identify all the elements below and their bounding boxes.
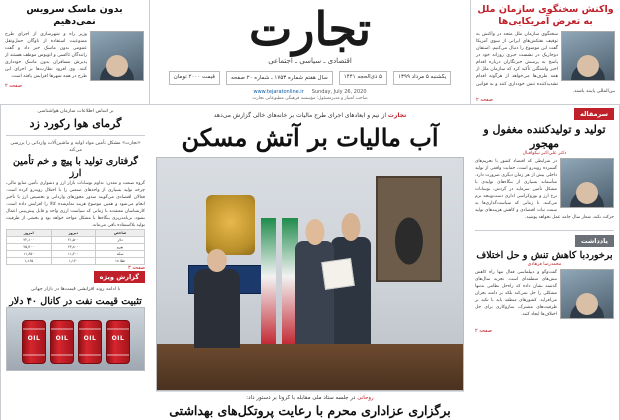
left-column — [0, 105, 150, 420]
rates-cell: ۱٫۱۲۰ — [51, 258, 96, 265]
top-left-body: سخنگوی سازمان ملل متحد در واکنش به توقیف نفتکش‌های ایرانی از سوی آمریکا گفت این موضوع را دنبال می‌کنیم. استفان دوجاریک در نشست خبری روزانه خود در پاسخ به پرسش خبرنگاران درباره اقدام اخیر واشنگتن تأکید کرد که سازمان ملل از همه طرف‌ها می‌خواهد از هرگونه اقدام تشدیدکننده تنش خودداری کنند و به قوانین بین‌المللی پایبند باشند. — [476, 31, 615, 94]
rates-cell: طلا ۱۸ — [96, 258, 145, 265]
portrait-frame-icon — [376, 176, 441, 282]
person-standing-right — [331, 237, 371, 344]
barrel-label: OIL — [55, 335, 69, 343]
oil-kicker: با ادامه روند افزایشی قیمت‌ها در بازار جهانی — [30, 287, 121, 293]
desk — [157, 344, 463, 390]
center-column — [150, 105, 470, 420]
masthead-issue: سال هفتم شماره ۱۷۵۳ ـ شماره ۲۰ صفحه — [226, 71, 333, 85]
masthead-license: صاحب امتیاز و مدیرمسئول: مؤسسه فرهنگی مطبوعاتی تجارت — [252, 96, 368, 102]
editorial-thumbnail — [560, 158, 614, 208]
weather-kicker: بر اساس اطلاعات سازمان هواشناسی — [37, 109, 114, 114]
rates-cell: ۲۱٫۵۰۰ — [51, 237, 96, 244]
rates-col-2: امروز — [7, 230, 52, 237]
note-tag[interactable]: یادداشت — [575, 235, 614, 247]
top-right-page-ref[interactable]: صفحه ۲ — [5, 82, 22, 89]
editorial-block[interactable] — [475, 123, 614, 221]
barrel-icon — [78, 320, 102, 364]
rates-cell: سکه — [96, 251, 145, 258]
note-body: گفت‌وگو و دیپلماسی فعال تنها راه کاهش تنش‌های منطقه‌ای است. تجربه سال‌های گذشته نشان داده که راه‌حل نظامی نه‌تنها مشکلی را حل نمی‌کند بلکه بر دامنه بحران می‌افزاید. کشورهای منطقه باید با تکیه بر ظرفیت‌های مشترک، سازوکاری برای حل اختلاف‌ها ایجاد کنند. — [475, 269, 557, 318]
paper-subtitle: اقتصادی ـ سیاسی ـ اجتماعی — [268, 57, 352, 65]
top-left-article[interactable] — [470, 0, 620, 104]
rates-cell: ۲۲٫۱۰۰ — [7, 237, 52, 244]
caption-kicker-text: در جلسه ستاد ملی مقابله با کرونا بر دستور داد: — [246, 395, 356, 401]
table-row — [7, 244, 145, 251]
rates-cell: ۱۱٫۲۰۰ — [51, 251, 96, 258]
caption-kicker — [156, 395, 464, 401]
masthead-date-en: Sunday, July 26, 2020 — [311, 89, 367, 96]
lead-photo — [156, 157, 464, 391]
masthead-meta — [150, 71, 470, 85]
person-seated — [194, 269, 240, 348]
masthead-website[interactable]: www.tejaratonline.ir — [253, 89, 304, 96]
flag-icon-left — [261, 218, 276, 348]
masthead — [150, 0, 470, 104]
barrel-label: OIL — [111, 335, 125, 343]
lead-kicker — [156, 111, 464, 120]
right-column-page-ref[interactable]: صفحه ۲ — [475, 327, 492, 334]
divider — [475, 230, 614, 231]
document-sheet — [322, 258, 355, 289]
editorial-tag[interactable]: سرمقاله — [574, 108, 614, 120]
masthead-price: قیمت ۲۰۰۰ تومان — [169, 71, 220, 85]
note-headline: برخوردبا کاهش تنش و حل اختلاف — [476, 249, 613, 261]
top-row — [0, 0, 620, 105]
middle-row — [0, 105, 620, 420]
currency-headline[interactable]: گرفتاری تولید با پیچ و خم تأمین ارز — [13, 156, 138, 180]
rates-cell: ۲۴٫۸۰۰ — [51, 244, 96, 251]
oil-photo — [6, 307, 145, 371]
rates-col-0: شاخص — [96, 230, 145, 237]
caption-headline: برگزاری عزاداری محرم با رعایت پروتکل‌های بهداشتی — [169, 403, 451, 418]
barrel-icon — [22, 320, 46, 364]
top-right-body: وزیر راه و شهرسازی از اجرای طرح ممنوعیت استفاده از ناوگان حمل‌ونقل عمومی بدون ماسک خبر داد و گفت رانندگان تاکسی و اتوبوس موظف هستند از پذیرش مسافران بدون ماسک خودداری کنند. وی افزود نظارت‌ها بر اجرای این طرح در همه شهرها افزایش یافته است. — [5, 31, 87, 80]
lead-headline: آب مالیات بر آتش مسکن — [181, 123, 439, 152]
barrel-label: OIL — [27, 335, 41, 343]
editorial-byline: دکتر علی‌اکبر نیکواقبال — [522, 150, 567, 156]
weather-headline[interactable]: گرمای هوا رکورد زد — [29, 117, 122, 131]
rates-cell: یورو — [96, 244, 145, 251]
paper-title: تجارت — [248, 2, 372, 56]
rates-cell: ۱۱٫۶۵۰ — [7, 251, 52, 258]
right-column — [470, 105, 620, 420]
masthead-date-fa: یکشنبه ۵ مرداد ۱۳۹۹ — [393, 71, 451, 85]
note-block[interactable] — [475, 250, 614, 321]
editorial-body: در شرایطی که اقتصاد کشور با تحریم‌های گسترده روبه‌رو است، حمایت واقعی از تولید داخلی بیش از هر زمان دیگری ضرورت دارد. متأسفانه بسیاری از بنگاه‌های تولیدی با مشکل تأمین سرمایه در گردش، نوسانات نرخ ارز و بوروکراسی اداری دست‌وپنجه نرم می‌کنند. تا زمانی که سیاست‌گذاری‌ها به سمت ثبات اقتصادی و کاهش هزینه‌های تولید حرکت نکند، شعار سال جامه عمل نخواهد پوشید. — [475, 158, 614, 220]
note-thumbnail — [560, 269, 614, 319]
currency-kicker: «تجارت» مشکل تأمین مواد اولیه و ماشین‌آلات وارداتی را بررسی می‌کند — [10, 140, 141, 154]
table-row — [7, 251, 145, 258]
rates-table — [6, 229, 145, 265]
caption-kicker-name: روحانی — [357, 395, 374, 401]
editorial-headline: تولید و تولیدکننده مغفول و مهجور — [483, 123, 606, 150]
person-standing-left — [295, 241, 335, 343]
currency-body: گروه صنعت و معدن: تداوم نوسانات بازار ارز و دشواری تأمین منابع مالی، چرخه تولید بسیاری از واحدهای صنعتی را با اختلال روبه‌رو کرده است. فعالان اقتصادی می‌گویند صدور مجوزهای وارداتی و تخصیص ارز با تأخیر انجام می‌شود و همین موضوع هزینه تمام‌شده کالا را افزایش داده است. کارشناسان معتقدند تا زمانی که سیاست ارزی واحد و قابل پیش‌بینی اعمال نشود، برنامه‌ریزی بنگاه‌ها با مشکل مواجه خواهد بود و بخشی از ظرفیت تولید بلااستفاده باقی می‌ماند. — [6, 181, 145, 229]
table-row — [7, 237, 145, 244]
top-right-article[interactable] — [0, 0, 150, 104]
top-right-headline: بدون ماسک سرویس نمی‌دهیم — [26, 4, 123, 27]
barrel-icon — [106, 320, 130, 364]
top-left-page-ref[interactable]: صفحه ۲ — [476, 96, 493, 103]
lead-caption — [156, 391, 464, 418]
table-row — [7, 258, 145, 265]
barrel-icon — [50, 320, 74, 364]
oil-headline[interactable]: تثبیت قیمت نفت در کانال ۴۰ دلار — [9, 295, 142, 307]
top-left-thumbnail — [561, 31, 615, 81]
rates-cell: ۱٫۱۶۵ — [7, 258, 52, 265]
rates-cell: دلار — [96, 237, 145, 244]
rates-col-1: دیروز — [51, 230, 96, 237]
top-left-headline: واکنش سخنگوی سازمان ملل به تعرض آمریکایی‌ها — [477, 4, 614, 27]
rates-table-header-row — [7, 230, 145, 237]
lead-kicker-text: از نیم و ابعادهای اجرای طرح مالیات بر خانه‌های خالی گزارش می‌دهد — [213, 112, 386, 119]
national-emblem-icon — [206, 195, 255, 255]
lead-kicker-brand: تجارت — [387, 112, 407, 119]
barrel-label: OIL — [83, 335, 97, 343]
rates-cell: ۲۵٫۴۰۰ — [7, 244, 52, 251]
top-right-thumbnail — [90, 31, 144, 81]
divider-2 — [6, 135, 145, 136]
left-column-page-ref[interactable]: صفحه ۳ — [128, 265, 145, 272]
masthead-date-hijri: ۵ ذی‌الحجه ۱۴۴۱ — [339, 71, 387, 85]
special-report-tag[interactable]: گزارش ویژه — [94, 271, 145, 283]
note-byline: محمدرضا فرهادی — [527, 261, 562, 267]
